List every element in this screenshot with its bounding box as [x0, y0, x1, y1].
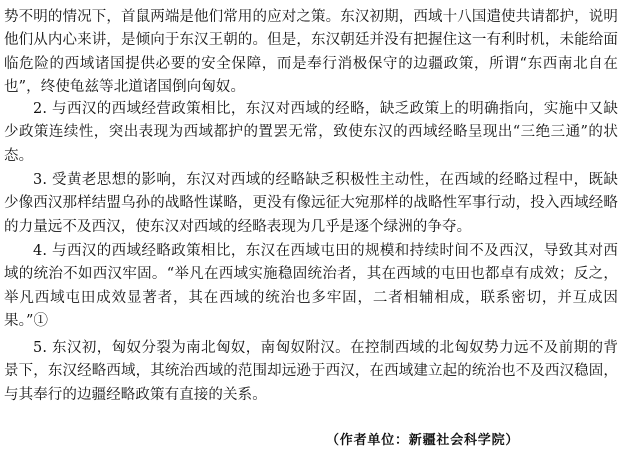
paragraph-point-2: 2. 与西汉的西域经营政策相比，东汉对西域的经略，缺乏政策上的明确指向，实施中又缺少政策连续性，突出表现为西域都护的置罢无常，致使东汉的西域经略呈现出“三绝三通”的状态。 [4, 101, 618, 164]
author-affiliation: （作者单位：新疆社会科学院） [326, 433, 520, 448]
paragraph-point-5: 5. 东汉初，匈奴分裂为南北匈奴，南匈奴附汉。在控制西域的北匈奴势力远不及前期的背景下，东汉经略西域，其统治西域的范围却远逊于西汉，在西域建立起的统治也不及西汉稳固，与其奉行的边疆经略政策有直接的关系。 [4, 340, 618, 403]
paragraph-point-3: 3. 受黄老思想的影响，东汉对西域的经略缺乏积极性主动性，在西域的经略过程中，既缺少像西汉那样结盟乌孙的战略性谋略，更没有像远征大宛那样的战略性军事行动，投入西域经略的力量远不及西汉，使东汉对西域的经略表现为几乎是逐个绿洲的争夺。 [4, 172, 618, 235]
paragraph-continuation: 势不明的情况下，首鼠两端是他们常用的应对之策。东汉初期，西域十八国遣使共请都护，说明他们从内心来讲，是倾向于东汉王朝的。但是，东汉朝廷并没有把握住这一有利时机，未能给面临危险的西域诸国提供必要的安全保障，而是奉行消极保守的边疆政策，所谓“东西南北自在也”，终使龟兹等北道诸国倒向匈奴。 [4, 9, 618, 95]
paragraph-point-4: 4. 与西汉的西域经略政策相比，东汉在西域屯田的规模和持续时间不及西汉，导致其对西域的统治不如西汉牢固。“举凡在西域实施稳固统治者，其在西域的屯田也都卓有成效；反之，举凡西域屯田成效显著者，其在西域的统治也多牢固，二者相辅相成，联系密切，并互成因果。”① [4, 243, 618, 329]
